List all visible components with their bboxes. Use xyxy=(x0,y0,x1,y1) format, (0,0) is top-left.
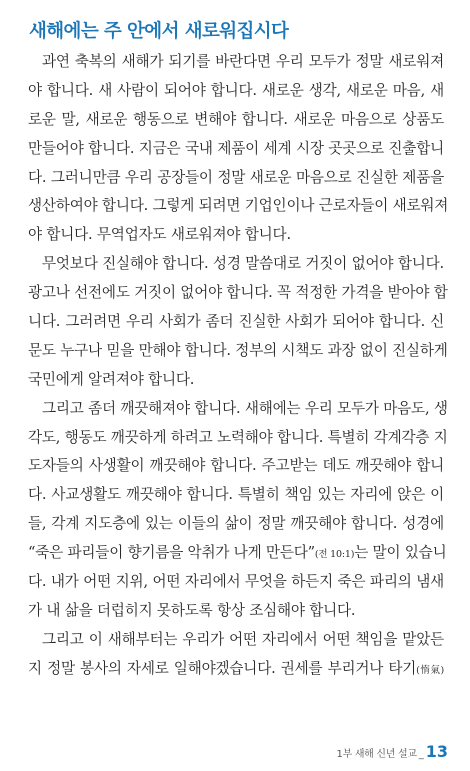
scripture-quote: “죽은 파리들이 향기름을 악취가 나게 만든다” xyxy=(28,544,315,562)
text-line xyxy=(28,655,444,684)
text-line: 문도 누구나 믿을 만해야 합니다. 정부의 시책도 과장 없이 진실하게 xyxy=(28,341,448,359)
text-line: 다. 사교생활도 깨끗해야 합니다. 특별히 책임 있는 자리에 앉은 이 xyxy=(28,486,444,504)
hanja-annotation: (惰氣) xyxy=(416,664,444,676)
text-line: 들, 각계 지도층에 있는 이들의 삶이 정말 깨끗해야 합니다. 성경에 xyxy=(28,515,444,533)
text-line: 도자들의 사생활이 깨끗해야 합니다. 주고받는 데도 깨끗해야 합니 xyxy=(28,457,444,475)
page-number: 13 xyxy=(425,742,448,761)
text-line: 만들어야 합니다. 지금은 국내 제품이 세계 시장 곳곳으로 진출합니 xyxy=(28,139,444,157)
quote-tail: 는 말이 있습니 xyxy=(354,544,447,562)
footer-separator: _ xyxy=(418,749,424,760)
text-line: 광고나 선전에도 거짓이 없어야 합니다. 꼭 적정한 가격을 받아야 합 xyxy=(28,284,448,302)
text-line: 각도, 행동도 깨끗하게 하려고 노력해야 합니다. 특별히 각계각층 지 xyxy=(28,428,448,446)
text-line xyxy=(28,539,447,568)
text-line: 다. 내가 어떤 지위, 어떤 자리에서 무엇을 하든지 죽은 파리의 냄새 xyxy=(28,573,444,591)
text-line: 니다. 그러려면 우리 사회가 좀더 진실한 사회가 되어야 합니다. 신 xyxy=(28,313,444,331)
text-line: 무엇보다 진실해야 합니다. 성경 말씀대로 거짓이 없어야 합니다. xyxy=(42,255,444,273)
text-line: 가 내 삶을 더럽히지 못하도록 항상 조심해야 합니다. xyxy=(28,601,356,619)
running-footer-label: 1부 새해 신년 설교 xyxy=(336,749,417,760)
section-heading: 새해에는 주 안에서 새로워집시다 xyxy=(29,21,289,42)
text-line: 생산하여야 합니다. 그렇게 되려면 기업인이나 근로자들이 새로워져 xyxy=(28,197,449,215)
line-text: 지 정말 봉사의 자세로 일해야겠습니다. 권세를 부리거나 타기 xyxy=(28,659,417,677)
page-footer xyxy=(337,742,448,761)
text-line: 그리고 이 새해부터는 우리가 어떤 자리에서 어떤 책임을 맡았든 xyxy=(42,630,444,648)
scripture-reference: (전 10:1) xyxy=(314,549,355,561)
body-text xyxy=(28,48,449,684)
text-line: 국민에게 알려져야 합니다. xyxy=(28,370,195,388)
text-line: 로운 말, 새로운 행동으로 변해야 합니다. 새로운 마음으로 상품도 xyxy=(28,110,444,128)
text-line: 야 합니다. 새 사람이 되어야 합니다. 새로운 생각, 새로운 마음, 새 xyxy=(28,81,444,99)
text-line: 야 합니다. 무역업자도 새로워져야 합니다. xyxy=(28,226,291,244)
text-line: 그리고 좀더 깨끗해져야 합니다. 새해에는 우리 모두가 마음도, 생 xyxy=(42,399,448,417)
text-line: 과연 축복의 새해가 되기를 바란다면 우리 모두가 정말 새로워져 xyxy=(42,53,444,70)
text-line: 다. 그러니만큼 우리 공장들이 정말 새로운 마음으로 진실한 제품을 xyxy=(28,168,444,186)
